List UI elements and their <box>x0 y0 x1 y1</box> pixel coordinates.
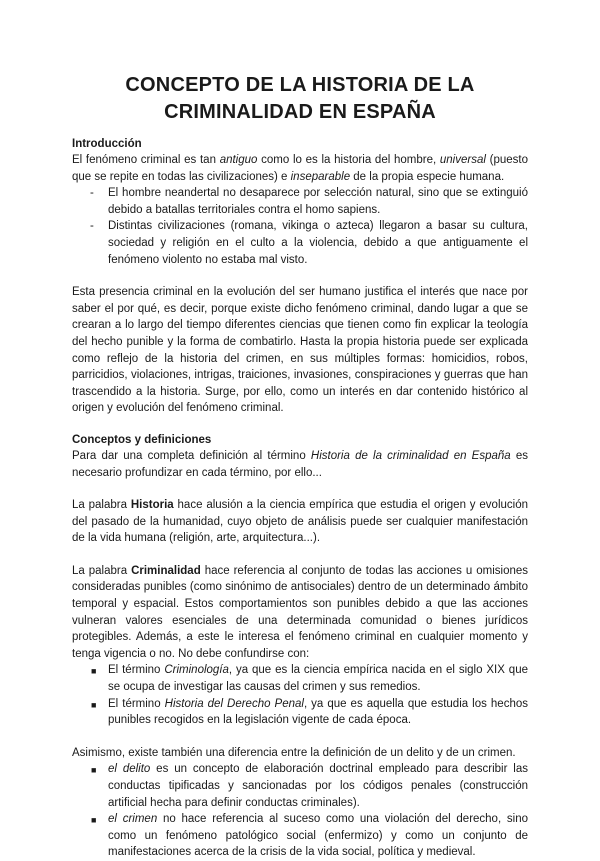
square-bullet-icon: ■ <box>91 699 97 710</box>
delito-crimen-list <box>72 761 528 861</box>
list-item: ■ el crimen no hace referencia al suceso como una violación del derecho, sino como un fenómeno patológico social (enfermizo) y como un conjunto de manifestaciones acerca de la crisis de la vida social, política y medieval. <box>91 813 529 859</box>
square-bullet-icon: ■ <box>91 765 97 776</box>
dash-bullet-icon: - <box>90 187 94 200</box>
criminalidad-paragraph: La palabra Criminalidad hace referencia al conjunto de todas las acciones u omisiones consideradas punibles (como sinónimo de antisociales) dentro de un determinado ámbito temporal y espacial. Estos comportamientos son punibles debido a que las acciones vulneran valores esenciales de una determinada comunidad o bienes jurídicos protegibles. Además, a este le interesa el fenómeno criminal en cualquier momento y tenga vigencia o no. No debe confundirse con: <box>72 564 529 660</box>
list-item: - Distintas civilizaciones (romana, vikinga o azteca) llegaron a basar su cultura, sociedad y religión en el culto a la violencia, debido a que antiguamente el fenómeno violento no estaba mal visto. <box>90 220 528 266</box>
confusion-list <box>72 662 528 728</box>
list-item: ■ el delito es un concepto de elaboración doctrinal empleado para describir las conductas tipificadas y sancionadas por los códigos penales (construcción artificial hecha para definir conductas criminales). <box>91 763 528 809</box>
concepts-paragraph-1: Para dar una completa definición al término Historia de la criminalidad en España es necesario profundizar en cada término, por ello... <box>72 449 529 479</box>
intro-paragraph-2: Esta presencia criminal en la evolución del ser humano justifica el interés que nace por saber el por qué, es decir, porque existe dicho fenómeno criminal, dando lugar a que se crearan a lo largo del tiempo diferentes ciencias que tienen como fin explicar la teología del hecho punible y la forma de combatirlo. Hasta la propia historia puede ser explicada como reflejo de la historia del crimen, en sus múltiples formas: homicidios, robos, parricidios, violaciones, intrigas, traiciones, invasiones, conspiraciones y guerras que han trascendido a la historia. Surge, por ello, como un interés en dar contenido histórico al origen y evolución del fenómeno criminal. <box>72 286 528 415</box>
intro-bullet-list <box>72 185 528 268</box>
concepts-heading: Conceptos y definiciones <box>72 433 212 446</box>
list-item: ■ El término Historia del Derecho Penal, ya que es aquella que estudia los hechos punibles recogidos en la legislación vigente de cada época. <box>91 697 528 727</box>
title-line-1: CONCEPTO DE LA HISTORIA DE LA <box>125 74 475 96</box>
list-item: - El hombre neandertal no desaparece por selección natural, sino que se extinguió debido a batallas territoriales contra el homo sapiens. <box>90 187 528 216</box>
list-item: ■ El término Criminología, ya que es la ciencia empírica nacida en el siglo XIX que se ocupa de investigar las causas del crimen y sus remedios. <box>91 664 528 694</box>
intro-paragraph-1: El fenómeno criminal es tan antiguo como lo es la historia del hombre, universal (puesto que se repite en todas las civilizaciones) e inseparable de la propia especie humana. <box>72 154 528 183</box>
square-bullet-icon: ■ <box>91 666 97 677</box>
dash-bullet-icon: - <box>90 220 94 233</box>
delito-crimen-paragraph: Asimismo, existe también una diferencia entre la definición de un delito y de un crimen. <box>72 746 516 759</box>
historia-paragraph: La palabra Historia hace alusión a la ciencia empírica que estudia el origen y evolución del pasado de la humanidad, cuyo objeto de análisis puede ser cualquier manifestación de la vida humana (religión, arte, arquitectura...). <box>72 499 528 545</box>
intro-heading: Introducción <box>72 138 142 150</box>
square-bullet-icon: ■ <box>91 815 97 826</box>
title-line-2: CRIMINALIDAD EN ESPAÑA <box>164 101 436 123</box>
page-title <box>72 72 528 126</box>
